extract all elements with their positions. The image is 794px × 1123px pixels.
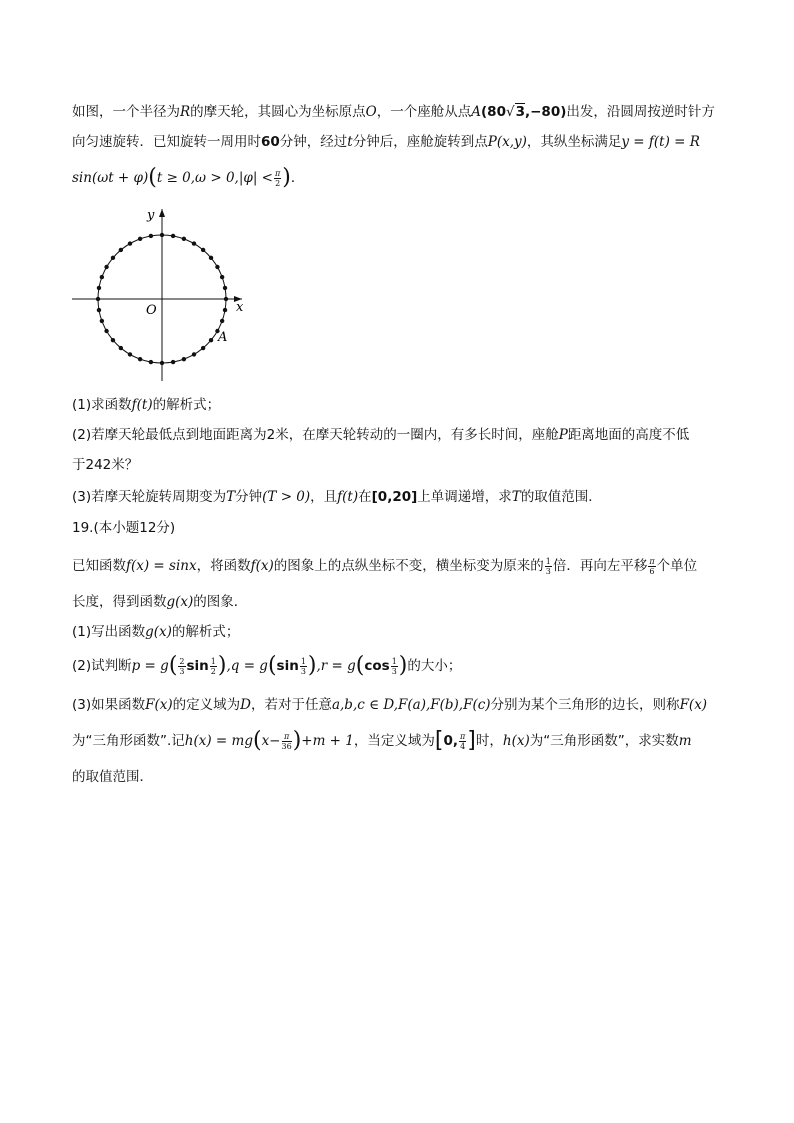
p18-line-3: sin(ωt + φ)(t ≥ 0,ω > 0,|φ| < $\frac{\pi}{2}$ )． xyxy=(72,165,305,190)
axis-x-label: x xyxy=(236,300,244,315)
text: 的取值范围． xyxy=(72,769,153,785)
text: 的解析式； xyxy=(152,397,221,413)
p18-q1 xyxy=(72,395,722,415)
text: 如图，一个半径为 xyxy=(72,104,180,120)
seat-dot xyxy=(96,297,100,301)
seat-dot xyxy=(128,352,132,356)
seat-dot xyxy=(119,248,123,252)
numerator: π xyxy=(282,732,292,742)
seat-dot xyxy=(111,256,115,260)
text: 的大小； xyxy=(407,658,462,674)
numerator: 2 xyxy=(179,656,185,666)
text: 为“三角形函数”，求实数 xyxy=(529,733,679,749)
text: 分钟后，座舱旋转到点 xyxy=(352,134,488,150)
p18-line-1: 如图，一个半径为R的摩天轮，其圆心为坐标原点O，一个座舱从点A(80√3,−80)出发，沿圆周按逆时针方 xyxy=(72,104,715,120)
fraction-pi-2 xyxy=(274,169,281,188)
func-h: h(x) = mg xyxy=(184,733,253,749)
seat-dot xyxy=(171,360,175,364)
text: 向匀速旋转．已知旋转一周用时 xyxy=(72,134,261,150)
text: 的解析式； xyxy=(171,624,240,640)
text: 倍．再向左平移 xyxy=(552,558,648,574)
expr-p: p = g xyxy=(131,658,169,674)
text: (2)试判断 xyxy=(72,658,132,674)
text: (1)求函数 xyxy=(72,397,132,413)
seat-dot xyxy=(182,237,186,241)
func-def: f(x) = sinx xyxy=(126,558,197,574)
p19-q1 xyxy=(72,622,722,642)
text: (1)写出函数 xyxy=(72,624,146,640)
text: 为“三角形函数”.记 xyxy=(72,733,185,749)
var-m: m xyxy=(678,733,692,749)
text: 时， xyxy=(475,733,503,749)
seat-dot xyxy=(223,286,227,290)
text: 在 xyxy=(358,489,372,505)
seat-dot xyxy=(209,256,213,260)
var-T: T xyxy=(226,489,236,505)
condition: t ≥ 0,ω > 0,|φ| < xyxy=(156,170,273,186)
text: ，当定义域为 xyxy=(353,733,435,749)
denominator: 6 xyxy=(649,566,655,576)
p18-q3 xyxy=(72,487,722,507)
text: 出发，沿圆周按逆时针方 xyxy=(566,104,715,120)
func-F: F(x) xyxy=(679,697,708,713)
seat-dot xyxy=(138,357,142,361)
seat-dot xyxy=(97,308,101,312)
var-T: T xyxy=(511,489,521,505)
func-f: f(t) xyxy=(131,397,153,413)
fraction-pi-6 xyxy=(648,557,655,576)
text: 的取值范围． xyxy=(520,489,602,505)
seat-dot xyxy=(192,352,196,356)
seat-dot xyxy=(223,308,227,312)
seat-dot xyxy=(209,338,213,342)
text: 的图象上的点纵坐标不变，横坐标变为原来的 xyxy=(273,558,544,574)
sqrt-3: 3 xyxy=(515,104,525,120)
seat-dot xyxy=(160,361,164,365)
seat-dot xyxy=(215,265,219,269)
text: ，若对于任意 xyxy=(250,697,332,713)
p19-header xyxy=(72,518,722,538)
sin: sin xyxy=(276,658,299,674)
numerator: π xyxy=(275,168,281,178)
seat-dot xyxy=(149,360,153,364)
p19-q3-cont: 为“三角形函数”.记h(x) = mg(x− $\frac{\pi}{36}$ )+m + 1，当定义域为[0, $\frac{\pi}{4}$ ]时，h(x)为“三角形函数”，求实数m xyxy=(72,728,692,753)
origin-label: O xyxy=(146,303,157,318)
numerator: 1 xyxy=(210,656,216,666)
fraction xyxy=(210,657,217,676)
text: (3)若摩天轮旋转周期变为 xyxy=(72,489,227,505)
seat-dot xyxy=(201,248,205,252)
var-R: R xyxy=(180,104,191,120)
sin-expr: sin(ωt + φ) xyxy=(72,170,149,186)
text: 个单位 xyxy=(656,558,698,574)
text: ，其纵坐标满足 xyxy=(526,134,622,150)
seat-dot xyxy=(119,346,123,350)
expr: x− xyxy=(261,733,281,749)
interval-start: 0, xyxy=(443,733,459,749)
func-f: f(x) xyxy=(250,558,274,574)
fraction-1-3 xyxy=(545,557,552,576)
text: 长度，得到函数 xyxy=(72,594,167,610)
expr-q: ,q = g xyxy=(226,658,268,674)
denominator: 3 xyxy=(300,666,306,676)
expr-r: ,r = g xyxy=(316,658,356,674)
seat-dot xyxy=(100,275,104,279)
var-P: P xyxy=(558,427,568,443)
denominator: 3 xyxy=(391,666,397,676)
cos: cos xyxy=(364,658,390,674)
text: ，且 xyxy=(310,489,338,505)
problem-header: 19.(本小题12分) xyxy=(72,520,176,536)
p18-q2-cont xyxy=(72,455,722,475)
text: (2)若摩天轮最低点到地面距离为2米，在摩天轮转动的一圈内，有多长时间，座舱 xyxy=(72,427,559,443)
var-D: D xyxy=(240,697,251,713)
p19-q3 xyxy=(72,695,722,715)
denominator: 2 xyxy=(210,666,216,676)
text: ，一个座舱从点 xyxy=(376,104,472,120)
text: ，将函数 xyxy=(196,558,251,574)
numerator: 1 xyxy=(391,656,397,666)
denominator: 3 xyxy=(545,566,551,576)
func-g: g(x) xyxy=(145,624,172,640)
denominator: 3 xyxy=(179,666,185,676)
text: 分钟，经过 xyxy=(279,134,348,150)
p19-last xyxy=(72,767,722,787)
func-g: g(x) xyxy=(166,594,194,610)
seat-dot xyxy=(104,329,108,333)
point-A-label: A xyxy=(218,330,228,345)
seat-dot xyxy=(220,275,224,279)
seat-dot xyxy=(182,357,186,361)
denominator: 4 xyxy=(460,741,466,751)
seat-dot xyxy=(138,237,142,241)
p18-q2 xyxy=(72,425,722,445)
func-f: f(t) xyxy=(337,489,359,505)
p19-line-2 xyxy=(72,592,722,612)
denominator: 2 xyxy=(275,178,281,188)
numerator: π xyxy=(460,731,466,741)
var-t: t xyxy=(347,134,353,150)
text: 上单调递增，求 xyxy=(417,489,512,505)
expr: +m + 1 xyxy=(301,733,354,749)
fraction xyxy=(300,657,307,676)
var-A: A xyxy=(471,104,481,120)
text: ． xyxy=(290,170,305,186)
text: (3)如果函数 xyxy=(72,697,146,713)
text: 的图象． xyxy=(193,594,248,610)
p19-q2: (2)试判断p = g( $\frac{2}{3}$ sin $\frac{1}{2}$ ),q = g(sin $\frac{1}{3}$ ),r = g(cos $\frac{1}{3}$ )的大小； xyxy=(72,653,462,678)
seat-dot xyxy=(111,338,115,342)
num-60: 60 xyxy=(261,134,280,150)
numerator: 1 xyxy=(545,556,551,566)
fraction xyxy=(391,657,398,676)
fraction-pi-36 xyxy=(282,732,292,751)
p18-line-2 xyxy=(72,132,722,152)
func-F: F(x) xyxy=(145,697,173,713)
axis-y-label: y xyxy=(147,208,155,223)
numerator: 1 xyxy=(300,656,306,666)
seat-dot xyxy=(171,234,175,238)
p19-line-1 xyxy=(72,556,722,576)
point-P: P(x,y) xyxy=(487,134,527,150)
denominator: 36 xyxy=(281,741,292,751)
coord-part: (80 xyxy=(481,104,506,120)
text: 已知函数 xyxy=(72,558,126,574)
text: 的定义域为 xyxy=(172,697,241,713)
y-axis-arrow xyxy=(159,209,165,217)
seat-dot xyxy=(149,234,153,238)
seat-dot xyxy=(160,233,164,237)
seat-dot xyxy=(97,286,101,290)
coord-part: ,−80) xyxy=(524,104,567,120)
var-O: O xyxy=(365,104,377,120)
seat-dot xyxy=(224,297,228,301)
text: 于242米？ xyxy=(72,457,139,473)
text: 的摩天轮，其圆心为坐标原点 xyxy=(190,104,366,120)
text: 分别为某个三角形的边长，则称 xyxy=(490,697,680,713)
fraction xyxy=(178,657,185,676)
condition: (T > 0) xyxy=(262,489,311,505)
equation: y = f(t) = R xyxy=(621,134,700,150)
set-expr: a,b,c ∈ D,F(a),F(b),F(c) xyxy=(331,697,491,713)
seat-dot xyxy=(128,241,132,245)
seat-dot xyxy=(220,319,224,323)
seat-dot xyxy=(100,319,104,323)
seat-dot xyxy=(104,265,108,269)
numerator: π xyxy=(649,556,655,566)
sin: sin xyxy=(186,658,209,674)
seat-dot xyxy=(192,241,196,245)
interval: [0,20] xyxy=(371,489,418,505)
func-h: h(x) xyxy=(502,733,530,749)
text: 距离地面的高度不低 xyxy=(567,427,690,443)
text: 分钟 xyxy=(235,489,263,505)
fraction-pi-4 xyxy=(459,732,466,751)
seat-dot xyxy=(201,346,205,350)
ferris-wheel-figure xyxy=(70,205,250,385)
